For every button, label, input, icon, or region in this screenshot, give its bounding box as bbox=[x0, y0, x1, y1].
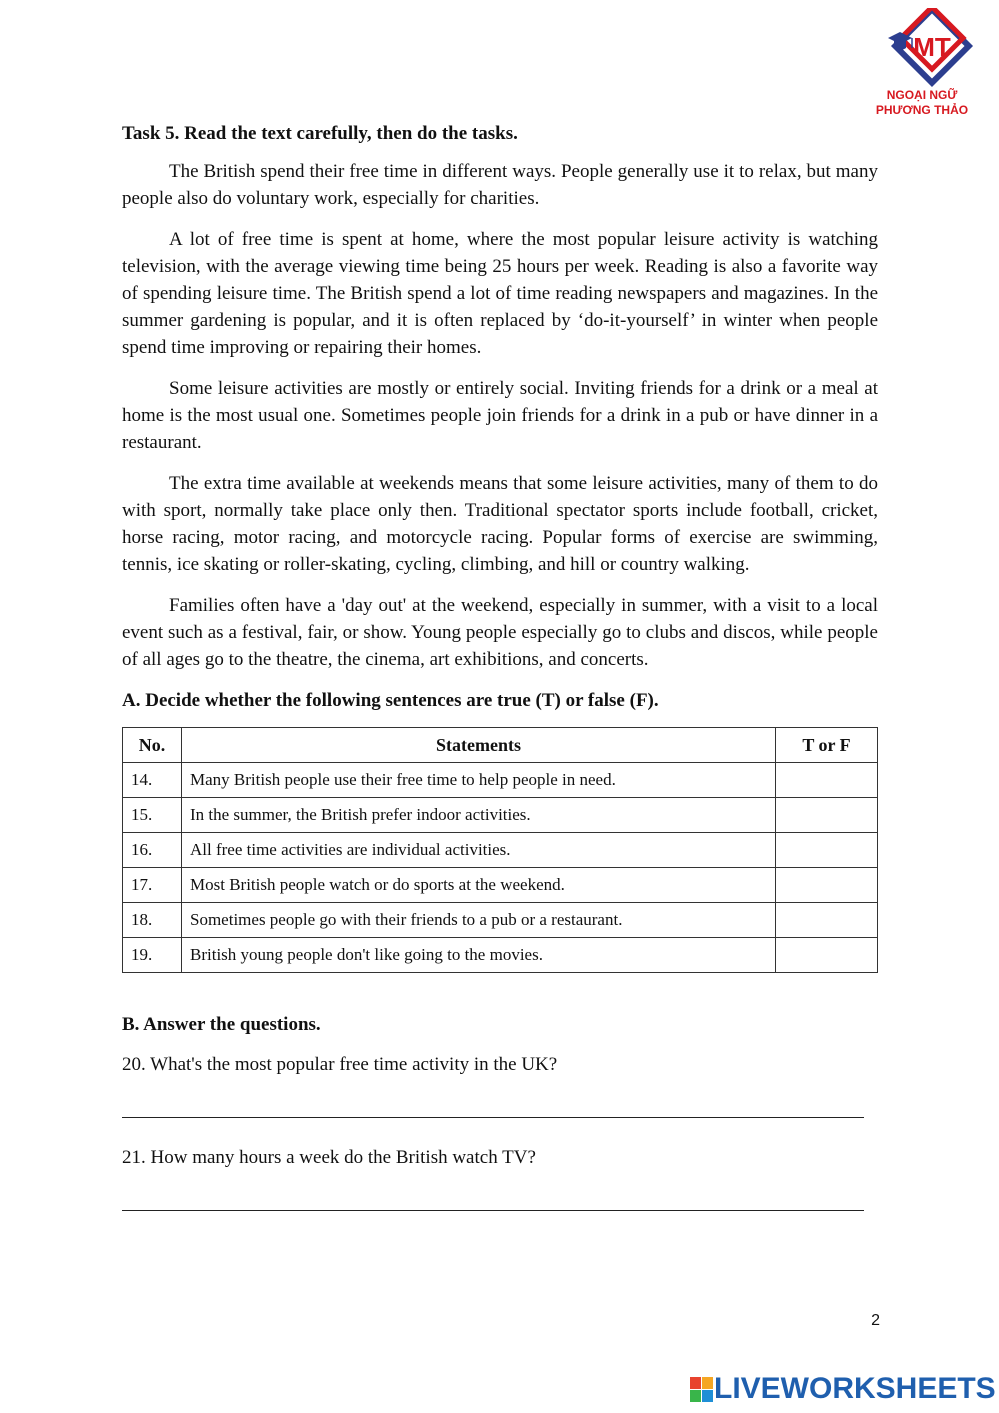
header-no: No. bbox=[123, 728, 182, 763]
passage-paragraph: Some leisure activities are mostly or entirely social. Inviting friends for a drink or a meal at home is the most usual one. Sometimes people join friends for a drink in a pub or have dinner in a restaurant. bbox=[122, 378, 878, 453]
section-a-title: A. Decide whether the following sentences are true (T) or false (F). bbox=[122, 690, 659, 711]
passage-paragraph: Families often have a 'day out' at the weekend, especially in summer, with a visit to a local event such as a festival, fair, or show. Young people especially go to clubs and discos, while people of all ages go to the theatre, the cinema, art exhibitions, and concerts. bbox=[122, 595, 878, 670]
row-statement: Most British people watch or do sports at the weekend. bbox=[182, 868, 776, 903]
t-or-f-answer-cell[interactable] bbox=[776, 868, 878, 903]
header-t-or-f: T or F bbox=[776, 728, 878, 763]
row-statement: Many British people use their free time to help people in need. bbox=[182, 763, 776, 798]
passage-paragraph: The British spend their free time in different ways. People generally use it to relax, but many people also do voluntary work, especially for charities. bbox=[122, 161, 878, 209]
task-title: Task 5. Read the text carefully, then do the tasks. bbox=[122, 123, 518, 144]
table-header-row bbox=[123, 728, 878, 763]
worksheet-content bbox=[122, 120, 878, 1237]
row-number: 16. bbox=[123, 833, 182, 868]
row-number: 17. bbox=[123, 868, 182, 903]
header-statements: Statements bbox=[182, 728, 776, 763]
row-number: 18. bbox=[123, 903, 182, 938]
table-row bbox=[123, 763, 878, 798]
t-or-f-answer-cell[interactable] bbox=[776, 903, 878, 938]
t-or-f-answer-cell[interactable] bbox=[776, 798, 878, 833]
passage-paragraph: A lot of free time is spent at home, where the most popular leisure activity is watching television, with the average viewing time being 25 hours per week. Reading is also a favorite way of spending leisure time. The British spend a lot of time reading newspapers and magazines. In the summer gardening is popular, and it is often replaced by ‘do-it-yourself’ in winter when people spend time improving or repairing their homes. bbox=[122, 229, 878, 358]
row-statement: In the summer, the British prefer indoor activities. bbox=[182, 798, 776, 833]
liveworksheets-brand: LIVEWORKSHEETS bbox=[714, 1372, 996, 1405]
t-or-f-answer-cell[interactable] bbox=[776, 763, 878, 798]
table-row bbox=[123, 938, 878, 973]
row-statement: British young people don't like going to the movies. bbox=[182, 938, 776, 973]
table-row bbox=[123, 868, 878, 903]
question-20: 20. What's the most popular free time activity in the UK? bbox=[122, 1054, 558, 1075]
logo-line-2: PHƯƠNG THẢO bbox=[875, 103, 969, 117]
passage-paragraph: The extra time available at weekends means that some leisure activities, many of them to do with sport, normally take place only then. Traditional spectator sports include football, cricket, horse racing, motor racing, and motorcycle racing. Popular forms of exercise are swimming, tennis, ice skating or roller-skating, cycling, climbing, and hill or country walking. bbox=[122, 473, 878, 575]
row-statement: Sometimes people go with their friends to a pub or a restaurant. bbox=[182, 903, 776, 938]
row-statement: All free time activities are individual activities. bbox=[182, 833, 776, 868]
row-number: 19. bbox=[123, 938, 182, 973]
table-row bbox=[123, 833, 878, 868]
row-number: 14. bbox=[123, 763, 182, 798]
t-or-f-answer-cell[interactable] bbox=[776, 938, 878, 973]
t-or-f-answer-cell[interactable] bbox=[776, 833, 878, 868]
svg-text:MT: MT bbox=[913, 32, 951, 62]
logo-text bbox=[860, 88, 984, 118]
row-number: 15. bbox=[123, 798, 182, 833]
section-b-title: B. Answer the questions. bbox=[122, 1014, 321, 1035]
logo-line-1: NGOẠI NGỮ bbox=[886, 88, 958, 102]
table-row bbox=[123, 903, 878, 938]
true-false-table bbox=[122, 727, 878, 973]
liveworksheets-grid-icon bbox=[690, 1377, 712, 1401]
reading-passage bbox=[122, 158, 878, 673]
answer-line-21[interactable] bbox=[122, 1210, 864, 1211]
answer-line-20[interactable] bbox=[122, 1117, 864, 1118]
question-21: 21. How many hours a week do the British watch TV? bbox=[122, 1147, 536, 1168]
liveworksheets-footer bbox=[690, 1372, 996, 1406]
table-row bbox=[123, 798, 878, 833]
page-number: 2 bbox=[871, 1312, 880, 1329]
